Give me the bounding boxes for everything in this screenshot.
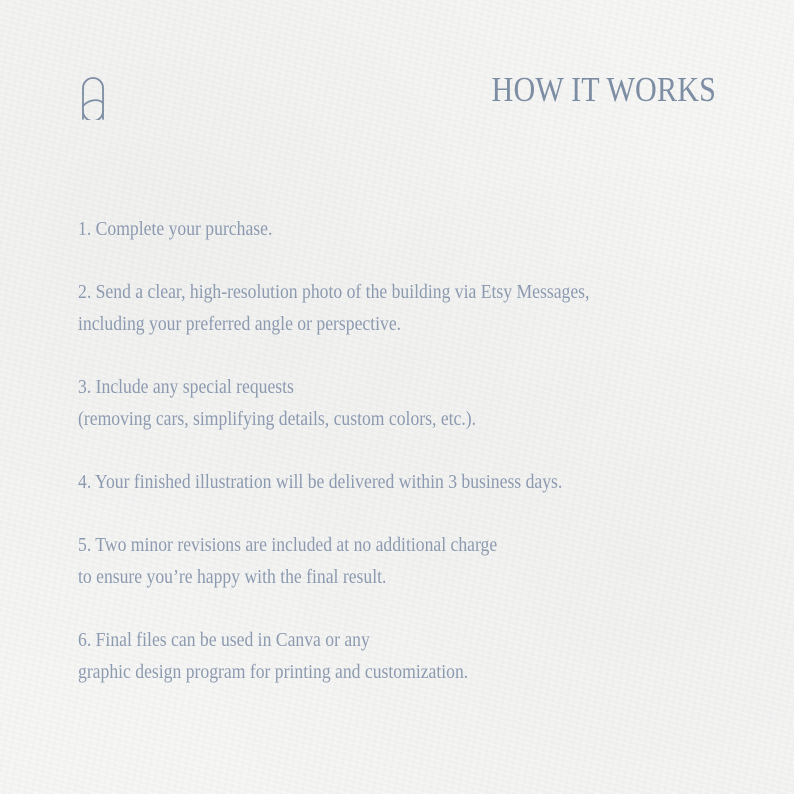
step-6-line-2: graphic design program for printing and customization. <box>78 661 469 683</box>
step-2-line-2: including your preferred angle or perspective. <box>78 313 402 335</box>
step-3-line-2: (removing cars, simplifying details, custom colors, etc.). <box>78 408 477 430</box>
step-6-line-1: 6. Final files can be used in Canva or any <box>78 629 370 651</box>
step-4-line-1: 4. Your finished illustration will be delivered within 3 business days. <box>78 471 563 493</box>
step-5 <box>78 529 758 593</box>
step-2 <box>78 276 758 340</box>
step-3 <box>78 371 758 435</box>
step-6 <box>78 624 758 688</box>
step-3-line-1: 3. Include any special requests <box>78 376 294 398</box>
step-1-line-1: 1. Complete your purchase. <box>78 218 273 240</box>
page-title: HOW IT WORKS <box>491 70 716 109</box>
step-5-line-2: to ensure you’re happy with the final result. <box>78 566 387 588</box>
steps-list <box>78 213 758 719</box>
step-2-line-1: 2. Send a clear, high-resolution photo of the building via Etsy Messages, <box>78 281 590 303</box>
step-1 <box>78 213 758 245</box>
brand-logo-icon <box>80 76 106 120</box>
step-4 <box>78 466 758 498</box>
step-5-line-1: 5. Two minor revisions are included at no additional charge <box>78 534 498 556</box>
